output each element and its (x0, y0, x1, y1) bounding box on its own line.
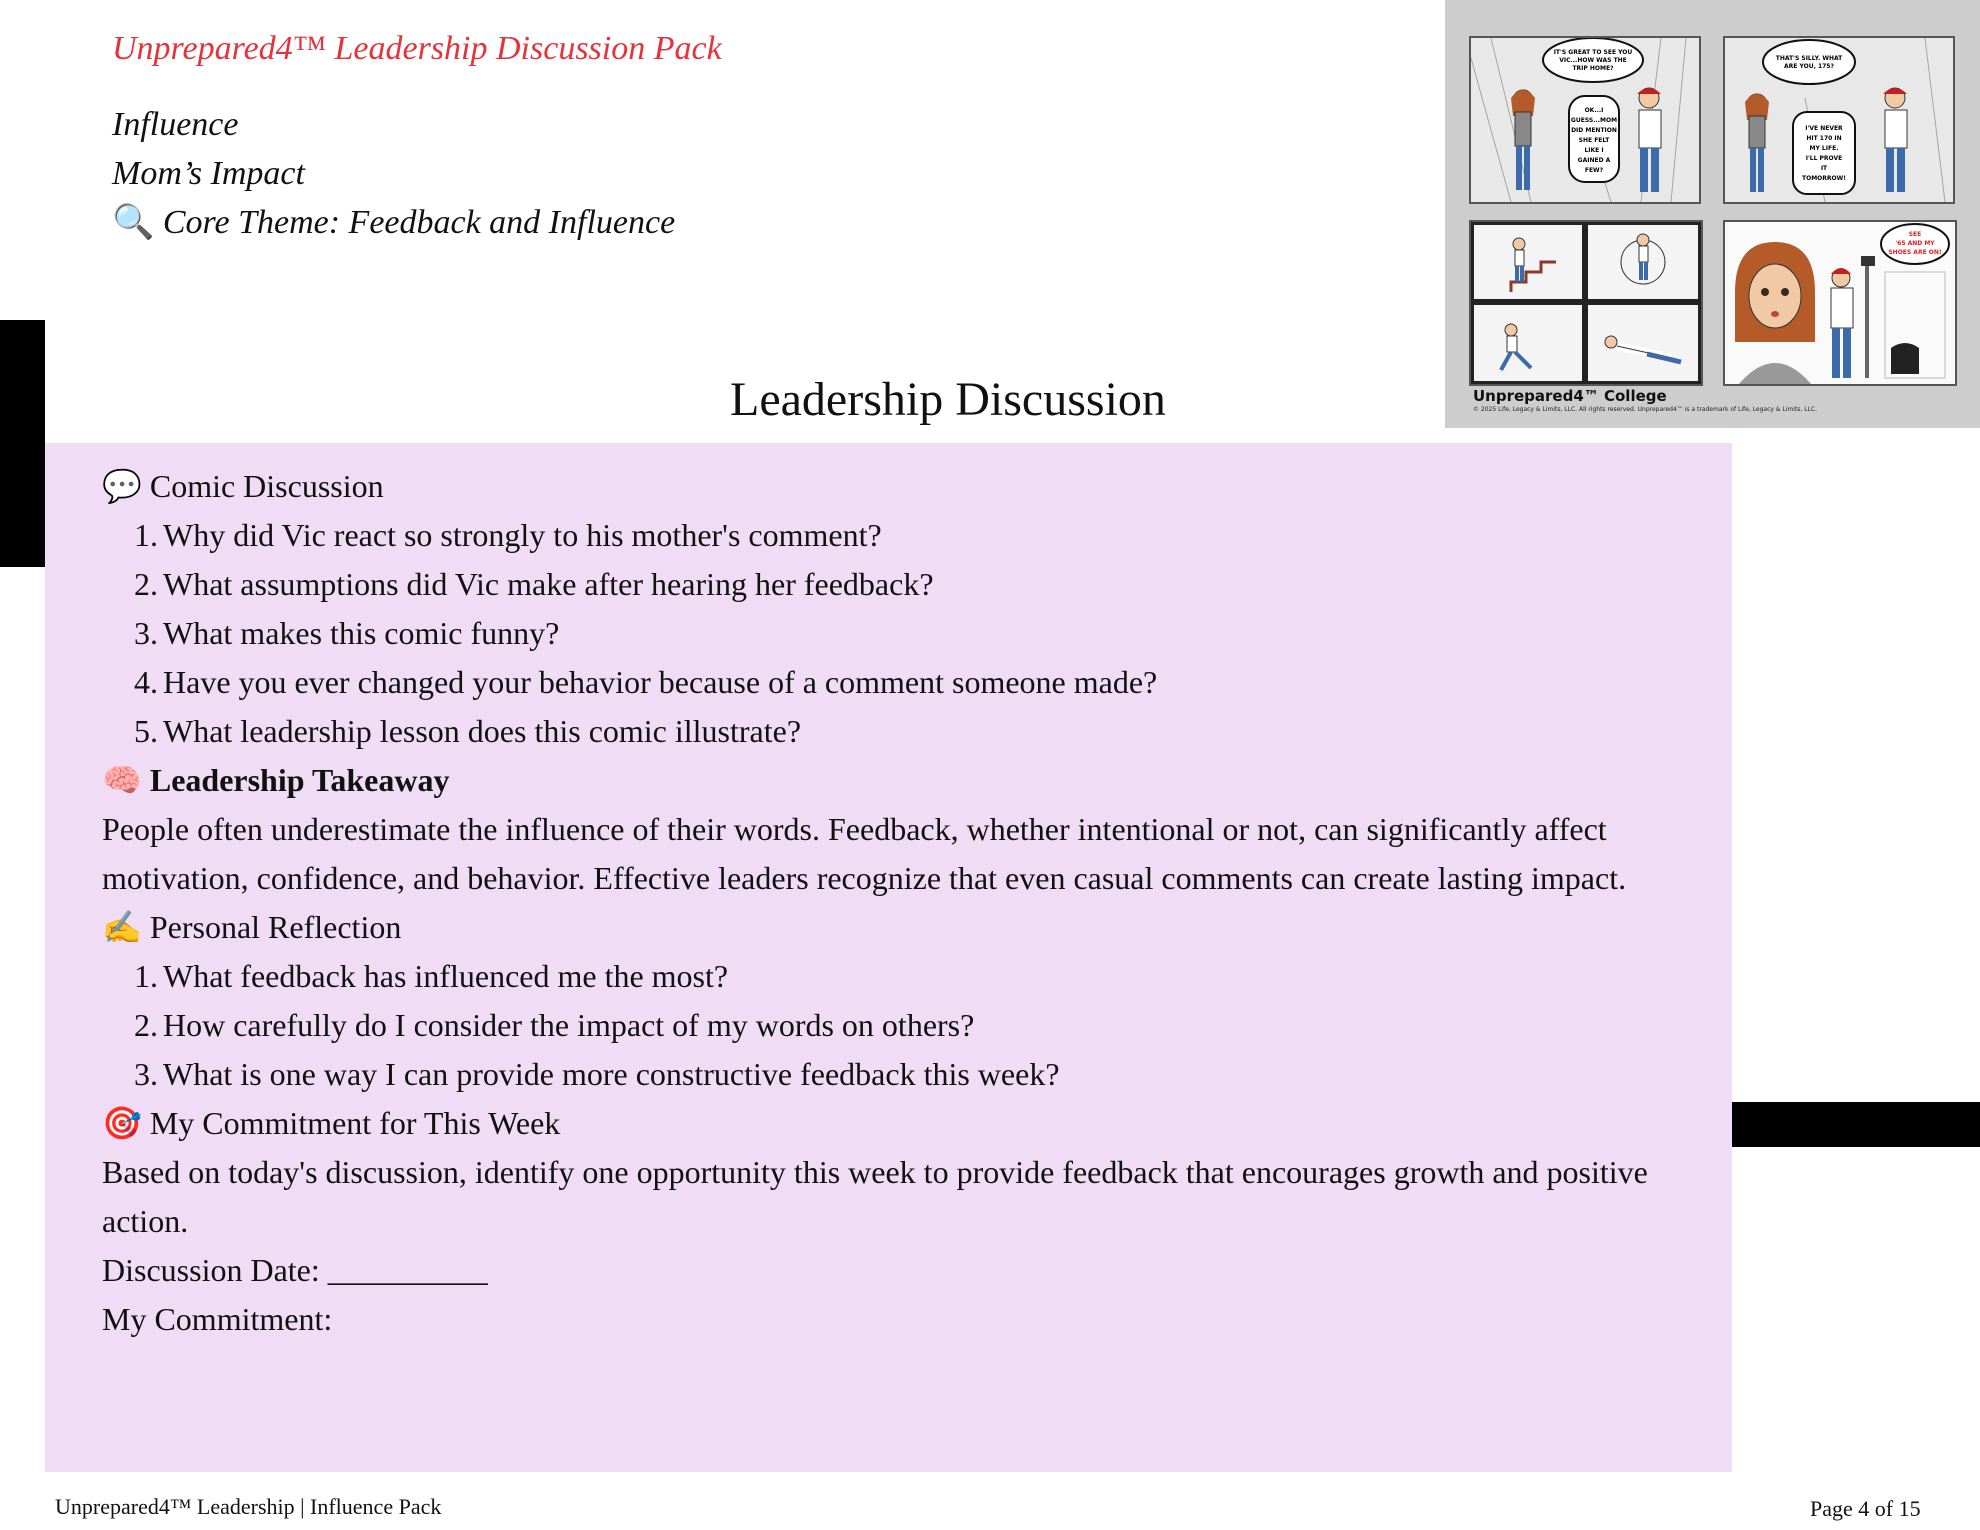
core-theme-text: Core Theme: Feedback and Influence (162, 204, 676, 241)
page-number: Page 4 of 15 (1810, 1496, 1921, 1521)
svg-text:THAT'S SILLY. WHAT: THAT'S SILLY. WHAT (1775, 55, 1843, 62)
comic-panel-4 (1723, 220, 1957, 386)
svg-text:I'LL PROVE: I'LL PROVE (1805, 155, 1843, 162)
my-commitment-field[interactable]: My Commitment: (102, 1301, 333, 1337)
comic-copyright: © 2025 Life, Legacy & Limits, LLC. All rights reserved. Unprepared4™ is a trademark of Life, Legacy & Limits, LLC. (1473, 406, 1818, 413)
list-item: 4. Have you ever changed your behavior because of a comment someone made? (134, 664, 1158, 700)
brain-icon: 🧠 (102, 762, 142, 798)
core-theme (112, 198, 675, 247)
comic-caption: Unprepared4™ College (1473, 387, 1667, 405)
svg-text:SHOES ARE ON!: SHOES ARE ON! (1888, 249, 1942, 256)
svg-text:HIT 170 IN: HIT 170 IN (1806, 135, 1842, 142)
comic-discussion-heading: 💬 Comic Discussion (102, 468, 384, 504)
takeaway-heading: 🧠 Leadership Takeaway (102, 762, 450, 798)
svg-text:IT: IT (1820, 165, 1828, 172)
svg-text:'65 AND MY: '65 AND MY (1895, 240, 1935, 247)
magnifier-icon: 🔍 (112, 204, 155, 241)
list-item: 1. Why did Vic react so strongly to his mother's comment? (134, 517, 882, 553)
svg-text:DID MENTION: DID MENTION (1571, 127, 1617, 134)
list-item: 3. What makes this comic funny? (134, 615, 560, 651)
svg-text:SHE FELT: SHE FELT (1578, 137, 1610, 144)
svg-text:MY LIFE.: MY LIFE. (1809, 145, 1839, 152)
discussion-content (102, 462, 1702, 1344)
reflection-heading: ✍ Personal Reflection (102, 909, 402, 945)
svg-text:LIKE I: LIKE I (1584, 147, 1604, 154)
svg-text:OK...I: OK...I (1584, 107, 1604, 114)
svg-text:VIC...HOW WAS THE: VIC...HOW WAS THE (1559, 57, 1627, 64)
list-item: 5. What leadership lesson does this comic illustrate? (134, 713, 802, 749)
target-icon: 🎯 (102, 1105, 142, 1141)
commitment-text: Based on today's discussion, identify one opportunity this week to provide feedback that encourages growth and positive action. (102, 1154, 1648, 1239)
svg-text:TOMORROW!: TOMORROW! (1802, 175, 1846, 182)
svg-text:I'VE NEVER: I'VE NEVER (1805, 125, 1843, 132)
commitment-heading: 🎯 My Commitment for This Week (102, 1105, 561, 1141)
svg-text:GUESS...MOM: GUESS...MOM (1570, 117, 1618, 124)
comic-image (1445, 0, 1980, 428)
comic-panel-1 (1469, 36, 1701, 204)
discussion-date-field[interactable]: Discussion Date: __________ (102, 1252, 488, 1288)
header-meta (112, 100, 675, 247)
list-item: 1. What feedback has influenced me the most? (134, 958, 729, 994)
right-black-bar (1732, 1102, 1980, 1147)
svg-text:FEW?: FEW? (1584, 167, 1604, 174)
svg-text:IT'S GREAT TO SEE YOU: IT'S GREAT TO SEE YOU (1553, 49, 1633, 56)
list-item: 3. What is one way I can provide more constructive feedback this week? (134, 1056, 1060, 1092)
svg-text:SEE: SEE (1908, 231, 1922, 238)
section-heading: Leadership Discussion (730, 373, 1166, 426)
takeaway-text: People often underestimate the influence of their words. Feedback, whether intentional or not, can significantly affect motivation, confidence, and behavior. Effective leaders recognize that even casual comments can create lasting impact. (102, 811, 1627, 896)
topic-subtitle: Mom’s Impact (112, 155, 305, 192)
comic-discussion-questions (102, 511, 1702, 756)
reflection-questions (102, 952, 1702, 1099)
pack-title: Unprepared4™ Leadership Discussion Pack (112, 30, 722, 67)
svg-text:ARE YOU, 175?: ARE YOU, 175? (1784, 63, 1834, 70)
svg-text:GAINED A: GAINED A (1577, 157, 1611, 164)
comic-panel-3 (1469, 220, 1703, 386)
list-item: 2. What assumptions did Vic make after hearing her feedback? (134, 566, 934, 602)
footer-left: Unprepared4™ Leadership | Influence Pack (55, 1494, 442, 1519)
left-black-bar (0, 320, 45, 567)
svg-text:TRIP HOME?: TRIP HOME? (1572, 65, 1614, 72)
writing-hand-icon: ✍ (102, 909, 142, 945)
topic-title: Influence (112, 106, 239, 143)
comic-panel-2 (1723, 36, 1955, 204)
speech-bubble-icon: 💬 (102, 468, 142, 504)
list-item: 2. How carefully do I consider the impact of my words on others? (134, 1007, 975, 1043)
